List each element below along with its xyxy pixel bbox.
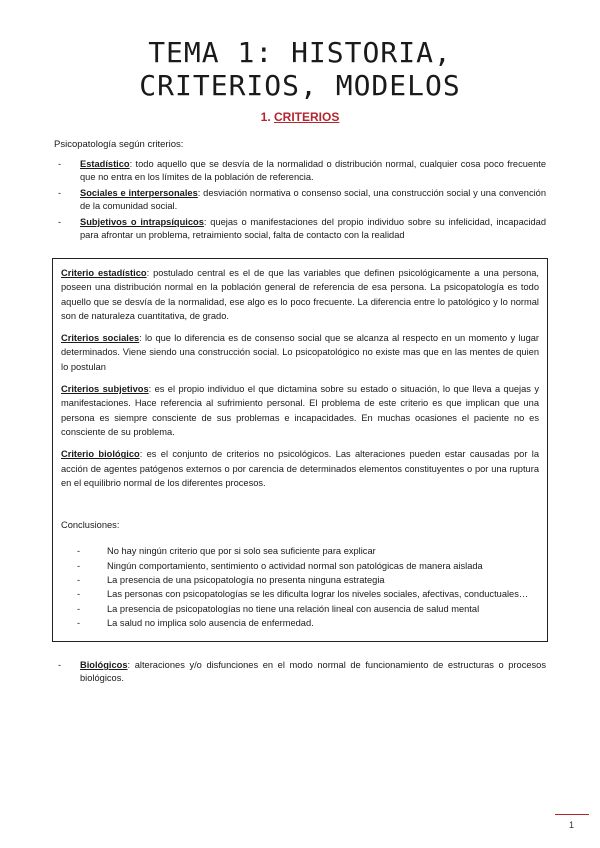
box-paragraph [61, 382, 539, 439]
list-item [54, 216, 546, 242]
conclusion-text: La presencia de una psicopatología no presenta ninguna estrategia [107, 575, 385, 586]
paragraph-term: Criterios sociales [61, 333, 140, 344]
list-item-term: Biológicos [80, 660, 128, 670]
list-item [54, 158, 546, 184]
criteria-list [54, 158, 546, 245]
section-heading [0, 110, 600, 124]
bullet-dash: - [58, 159, 62, 169]
paragraph-text: : es el conjunto de criterios no psicológicos. Las alteraciones pueden estar causadas por la acción de agentes patógenos externos o por carencia de determinados elementos constituyentes o por una ruptura en el equilibrio normal de los diferentes procesos. [61, 449, 539, 488]
conclusion-item [61, 573, 539, 587]
bullet-dash: - [58, 188, 62, 198]
bullet-dash: - [58, 660, 62, 670]
conclusion-text: Ningún comportamiento, sentimiento o actividad normal son patológicas de manera aislada [107, 560, 483, 571]
bullet-dash: - [77, 589, 81, 600]
conclusion-item [61, 544, 539, 558]
page-number: 1 [569, 820, 575, 830]
bullet-dash: - [77, 575, 81, 586]
conclusion-item [61, 602, 539, 616]
conclusion-text: Las personas con psicopatologías se les dificulta lograr los niveles sociales, afectivas, conductuales… [107, 589, 529, 600]
criteria-detail-box [52, 258, 548, 642]
intro-text: Psicopatología según criterios: [54, 139, 184, 150]
section-number: 1. [260, 110, 271, 124]
bullet-dash: - [77, 603, 81, 614]
title-line-2: CRITERIOS, MODELOS [139, 69, 461, 102]
paragraph-term: Criterio estadístico [61, 268, 147, 278]
list-item-text: : todo aquello que se desvía de la normalidad o distribución normal, cualquier cosa poco frecuente que no entra en los límites de la población de referencia. [80, 159, 546, 182]
conclusion-item [61, 559, 539, 573]
paragraph-text: : postulado central es el de que las variables que definen psicológicamente a una persona, poseen una distribución normal en la población general de referencia de esa persona. La psicopatología es todo aquello que se desvía de la normalidad, ese algo es lo poco frecuente. La diferencia entre lo patológico y lo normal son de naturaleza cuantitativa, de grado. [61, 268, 539, 321]
conclusion-item [61, 587, 539, 601]
conclusion-text: La salud no implica solo ausencia de enfermedad. [107, 617, 314, 628]
paragraph-term: Criterio biológico [61, 449, 140, 460]
conclusion-item [61, 616, 539, 630]
box-paragraph [61, 331, 539, 374]
list-item-text: : quejas o manifestaciones del propio individuo sobre su infelicidad, incapacidad para afrontar un problema, retraimiento social, falta de contacto con la realidad [80, 217, 546, 240]
paragraph-text: : es el propio individuo el que dictamina sobre su estado o situación, lo que lleva a quejas y manifestaciones. Hace referencia al sufrimiento personal. El problema de este criterio es que implican que una persona es siempre consciente de sus problemas e incapacidades. En muchas ocasiones el paciente no es consciente de su problema. [61, 384, 539, 437]
box-paragraph [61, 266, 539, 323]
paragraph-text: : lo que lo diferencia es de consenso social que se alcanza al respecto en un momento y lugar determinados. Viene siendo una construcción social. Lo psicopatológico no existe mas que en las mentes de quien lo postulan [61, 333, 540, 372]
conclusion-text: La presencia de psicopatologías no tiene una relación lineal con ausencia de salud mental [107, 603, 480, 614]
list-item [54, 187, 546, 213]
paragraph-term: Criterios subjetivos [61, 384, 149, 395]
list-item-text: : alteraciones y/o disfunciones en el modo normal de funcionamiento de estructuras o procesos biológicos. [80, 660, 546, 683]
criteria-list-continued [54, 659, 546, 688]
conclusion-text: No hay ningún criterio que por si solo sea suficiente para explicar [107, 546, 376, 557]
document-title [0, 36, 600, 102]
title-line-1: TEMA 1: HISTORIA, [148, 36, 452, 69]
list-item-term: Subjetivos o intrapsíquicos [80, 217, 204, 227]
bullet-dash: - [77, 617, 81, 628]
bullet-dash: - [77, 546, 81, 557]
conclusions-label: Conclusiones: [61, 520, 120, 531]
box-paragraph [61, 447, 539, 490]
list-item [54, 659, 546, 685]
bullet-dash: - [58, 217, 62, 227]
list-item-text: : desviación normativa o consenso social, una construcción social y una convención de la comunidad social. [80, 188, 546, 211]
list-item-term: Estadístico [80, 159, 130, 169]
section-title: CRITERIOS [274, 110, 340, 124]
bullet-dash: - [77, 560, 81, 571]
list-item-term: Sociales e interpersonales [80, 188, 198, 198]
footer-divider [555, 814, 589, 815]
